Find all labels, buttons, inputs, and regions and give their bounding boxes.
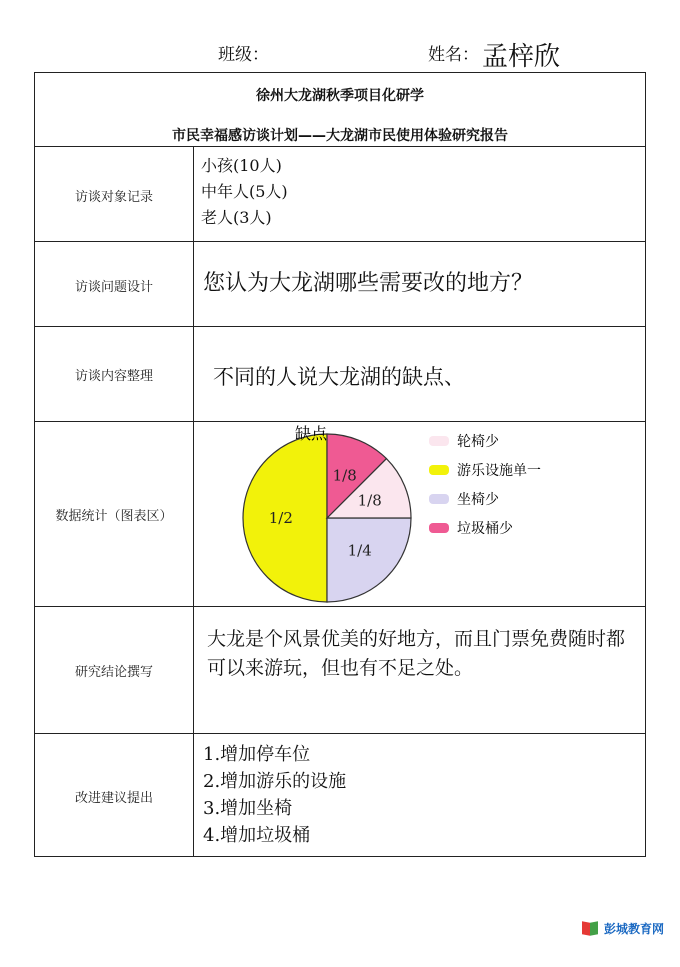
legend-label: 轮椅少 [457,434,499,450]
suggestion-item: 2.增加游乐的设施 [203,771,347,792]
pie-slice-label: 1/4 [347,541,372,560]
conclusion-text: 大龙是个风景优美的好地方，而且门票免费随时都可以来游玩，但也有不足之处。 [207,628,626,679]
suggestions-list [203,741,346,849]
book-icon [582,922,598,935]
chart-title: 缺点 [295,424,328,443]
class-label: 班级： [218,45,269,65]
suggestion-item: 3.增加坐椅 [203,798,293,819]
legend-label: 垃圾桶少 [457,521,513,537]
legend-label: 坐椅少 [457,492,499,508]
label-content: 访谈内容整理 [74,369,153,384]
legend-label: 游乐设施单一 [457,463,541,479]
row-divider [35,326,645,327]
brand-name: 彭城教育网 [603,922,664,936]
report-title-line1: 徐州大龙湖秋季项目化研学 [256,88,424,104]
content-text: 不同的人说大龙湖的缺点、 [213,365,465,389]
pie-slice-label: 1/8 [332,466,357,485]
suggestion-item: 4.增加垃圾桶 [203,825,311,846]
label-question: 访谈问题设计 [74,280,153,295]
subject-item: 中年人(5人) [201,182,288,201]
row-divider [35,606,645,607]
pie-chart [195,423,645,605]
row-divider [35,421,645,422]
label-stats: 数据统计（图表区） [55,509,173,524]
row-divider [35,733,645,734]
report-table [34,72,646,857]
subject-item: 小孩(10人) [201,156,282,175]
suggestion-item: 1.增加停车位 [203,744,311,765]
brand-logo [582,920,664,937]
legend-swatch [429,523,449,533]
row-divider [35,146,645,147]
pie-slice-label: 1/2 [268,509,293,527]
label-suggestions: 改进建议提出 [74,791,153,806]
question-text: 您认为大龙湖哪些需要改的地方？ [203,271,534,296]
pie-slice-label: 1/8 [357,491,382,510]
label-conclusion: 研究结论撰写 [74,665,153,680]
pie-slice [327,518,411,602]
name-label: 姓名： [428,45,479,65]
legend-swatch [429,436,449,446]
legend-swatch [429,494,449,504]
row-divider [35,241,645,242]
subject-item: 老人(3人) [201,208,272,227]
name-value: 孟梓欣 [482,42,561,72]
report-title-line2: 市民幸福感访谈计划——大龙湖市民使用体验研究报告 [172,128,508,144]
legend-swatch [429,465,449,475]
label-subjects: 访谈对象记录 [74,190,153,205]
subjects-list [201,153,288,231]
column-divider [193,146,194,857]
